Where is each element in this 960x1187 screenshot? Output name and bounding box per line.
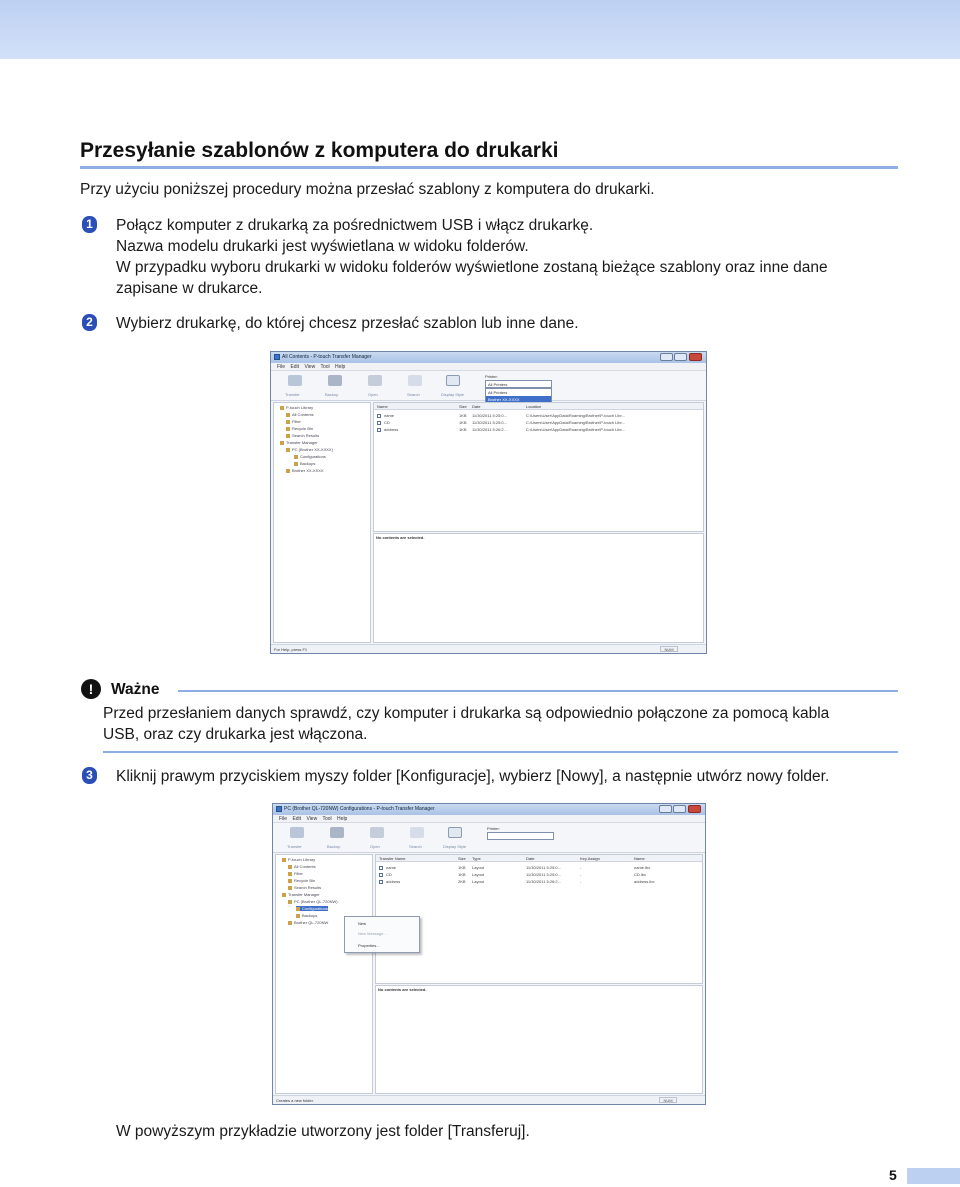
preview-pane bbox=[375, 985, 703, 1094]
status-text: For Help, press F1 bbox=[274, 647, 308, 652]
preview-pane bbox=[373, 533, 704, 643]
tree-item: Recycle Bin bbox=[286, 426, 313, 431]
tree-item: Transfer Manager bbox=[282, 892, 320, 897]
table-row: CD 1KB Layout 11/30/2011 5:25:0... - CD.lbx bbox=[379, 872, 699, 878]
context-menu-new: New bbox=[358, 921, 367, 926]
step-2-badge: 2 bbox=[82, 314, 97, 331]
tree-item: Transfer Manager bbox=[280, 440, 318, 445]
tree-item: Filter bbox=[286, 419, 301, 424]
dropdown-option: All Printers bbox=[488, 390, 508, 395]
column-header: Type bbox=[472, 856, 481, 861]
open-icon bbox=[370, 827, 384, 838]
printer-label: Printer: bbox=[485, 374, 498, 379]
list-header bbox=[374, 403, 703, 410]
toolbar-search-label: Search bbox=[409, 844, 422, 849]
page-number: 5 bbox=[889, 1167, 897, 1183]
step-1-line-2: Nazwa modelu drukarki jest wyświetlana w widoku folderów. bbox=[116, 238, 529, 255]
section-title: Przesyłanie szablonów z komputera do drukarki bbox=[80, 139, 559, 162]
printer-select bbox=[487, 832, 554, 840]
app-icon bbox=[276, 806, 282, 812]
step-1-line-3: W przypadku wyboru drukarki w widoku folderów wyświetlone zostaną bieżące szablony oraz inne dane bbox=[116, 259, 828, 276]
preview-text: No contents are selected. bbox=[376, 535, 425, 540]
important-rule-bottom bbox=[103, 751, 898, 753]
toolbar-backup-label: Backup bbox=[325, 392, 339, 397]
column-header: Transfer Name bbox=[379, 856, 406, 861]
tree-item: Backups bbox=[294, 461, 315, 466]
display-style-icon bbox=[448, 827, 462, 838]
transfer-icon bbox=[290, 827, 304, 838]
menu-items: File Edit View Tool Help bbox=[279, 816, 348, 822]
folder-tree bbox=[275, 854, 373, 1094]
column-header: Name bbox=[377, 404, 388, 409]
window-titlebar bbox=[273, 804, 705, 815]
tree-item: P-touch Library bbox=[280, 405, 313, 410]
page-number-bar bbox=[907, 1168, 960, 1184]
close-icon bbox=[688, 805, 701, 813]
status-num: NUM bbox=[659, 1097, 677, 1103]
printer-label: Printer: bbox=[487, 826, 500, 831]
title-rule bbox=[80, 166, 898, 169]
tree-item-selected: Configurations bbox=[296, 906, 328, 911]
important-body bbox=[103, 703, 829, 745]
column-header: Size bbox=[458, 856, 466, 861]
window-title: All Contents - P-touch Transfer Manager bbox=[282, 354, 372, 360]
table-row: CD 1KB 11/30/2011 5:25:0... C:\Users\User\AppData\Roaming\Brother\P-touch Libr... bbox=[377, 420, 700, 426]
tree-item: Backups bbox=[296, 913, 317, 918]
menu-bar bbox=[271, 363, 706, 371]
step-3-badge: 3 bbox=[82, 767, 97, 784]
folder-tree bbox=[273, 402, 371, 643]
dropdown-option-selected: Brother XX-XXXX bbox=[486, 396, 551, 403]
column-header: Location bbox=[526, 404, 542, 409]
step-1-badge: 1 bbox=[82, 216, 97, 233]
search-icon bbox=[410, 827, 424, 838]
header-band bbox=[0, 0, 960, 59]
tree-item: Search Results bbox=[288, 885, 321, 890]
search-icon bbox=[408, 375, 422, 386]
backup-icon bbox=[330, 827, 344, 838]
backup-icon bbox=[328, 375, 342, 386]
warning-icon: ! bbox=[81, 679, 101, 699]
window-title: PC (Brother QL-720NW) Configurations - P-touch Transfer Manager bbox=[284, 806, 435, 812]
tree-item: Brother XX-XXXX bbox=[286, 468, 324, 473]
column-header: Name bbox=[634, 856, 645, 861]
column-header: Date bbox=[472, 404, 481, 409]
important-rule-top bbox=[178, 690, 898, 692]
toolbar-display-style-label: Display Style bbox=[441, 392, 465, 397]
column-header: Size bbox=[459, 404, 467, 409]
maximize-icon bbox=[673, 805, 686, 813]
table-row: address 2KB Layout 11/30/2011 5:26:2... - address.lbx bbox=[379, 879, 699, 885]
close-icon bbox=[689, 353, 702, 361]
minimize-icon bbox=[659, 805, 672, 813]
open-icon bbox=[368, 375, 382, 386]
step-1-line-1: Połącz komputer z drukarką za pośrednictwem USB i włącz drukarkę. bbox=[116, 217, 594, 234]
context-menu-properties: Properties... bbox=[358, 943, 380, 948]
tree-item: PC (Brother XX-XXXX) bbox=[286, 447, 333, 452]
status-num: NUM bbox=[660, 646, 678, 652]
tree-item: P-touch Library bbox=[282, 857, 315, 862]
list-header bbox=[376, 855, 702, 862]
column-header: Key Assign bbox=[580, 856, 600, 861]
table-row: address 1KB 11/30/2011 5:26:2... C:\Users\User\AppData\Roaming\Brother\P-touch Libr... bbox=[377, 427, 700, 433]
printer-select: All Printers bbox=[485, 380, 552, 388]
menu-bar bbox=[273, 815, 705, 823]
toolbar-search-label: Search bbox=[407, 392, 420, 397]
menu-items: File Edit View Tool Help bbox=[277, 364, 346, 370]
window-titlebar bbox=[271, 352, 706, 363]
screenshot-transfer-manager-printer-select bbox=[270, 351, 707, 654]
important-title: Ważne bbox=[111, 681, 160, 698]
step-3-text: Kliknij prawym przyciskiem myszy folder [Konfiguracje], wybierz [Nowy], a następnie utwórz nowy folder. bbox=[116, 768, 830, 785]
tree-item: All Contents bbox=[288, 864, 316, 869]
file-list bbox=[373, 402, 704, 532]
footer-note: W powyższym przykładzie utworzony jest folder [Transferuj]. bbox=[116, 1123, 530, 1140]
app-icon bbox=[274, 354, 280, 360]
column-header: Date bbox=[526, 856, 535, 861]
toolbar-backup-label: Backup bbox=[327, 844, 341, 849]
minimize-icon bbox=[660, 353, 673, 361]
toolbar-display-style-label: Display Style bbox=[443, 844, 467, 849]
step-1-line-4: zapisane w drukarce. bbox=[116, 280, 263, 297]
table-row: name 1KB 11/30/2011 5:25:0... C:\Users\User\AppData\Roaming\Brother\P-touch Libr... bbox=[377, 413, 700, 419]
toolbar-transfer-label: Transfer bbox=[285, 392, 300, 397]
tree-item: Filter bbox=[288, 871, 303, 876]
status-bar bbox=[273, 1095, 705, 1104]
status-bar bbox=[271, 644, 706, 653]
tree-item: Brother QL-720NW bbox=[288, 920, 328, 925]
important-line-2: USB, oraz czy drukarka jest włączona. bbox=[103, 726, 368, 743]
file-list bbox=[375, 854, 703, 984]
maximize-icon bbox=[674, 353, 687, 361]
display-style-icon bbox=[446, 375, 460, 386]
toolbar-open-label: Open bbox=[370, 844, 380, 849]
toolbar bbox=[273, 823, 705, 853]
intro-text: Przy użyciu poniższej procedury można przesłać szablony z komputera do drukarki. bbox=[80, 181, 655, 198]
tree-item: PC (Brother QL-720NW) bbox=[288, 899, 338, 904]
status-text: Creates a new folder. bbox=[276, 1098, 314, 1103]
step-2-text: Wybierz drukarkę, do której chcesz przesłać szablon lub inne dane. bbox=[116, 315, 579, 332]
transfer-icon bbox=[288, 375, 302, 386]
toolbar-transfer-label: Transfer bbox=[287, 844, 302, 849]
step-1-text bbox=[116, 215, 828, 299]
context-menu bbox=[344, 916, 420, 953]
table-row: name 1KB Layout 11/30/2011 5:25:0... - name.lbx bbox=[379, 865, 699, 871]
toolbar bbox=[271, 371, 706, 401]
screenshot-transfer-manager-new-folder bbox=[272, 803, 706, 1105]
tree-item: All Contents bbox=[286, 412, 314, 417]
important-line-1: Przed przesłaniem danych sprawdź, czy komputer i drukarka są odpowiednio połączone za pomocą kabla bbox=[103, 705, 830, 722]
toolbar-open-label: Open bbox=[368, 392, 378, 397]
tree-item: Recycle Bin bbox=[288, 878, 315, 883]
tree-item: Search Results bbox=[286, 433, 319, 438]
context-menu-new-message: New Message... bbox=[358, 931, 387, 936]
tree-item: Configurations bbox=[294, 454, 326, 459]
preview-text: No contents are selected. bbox=[378, 987, 427, 992]
